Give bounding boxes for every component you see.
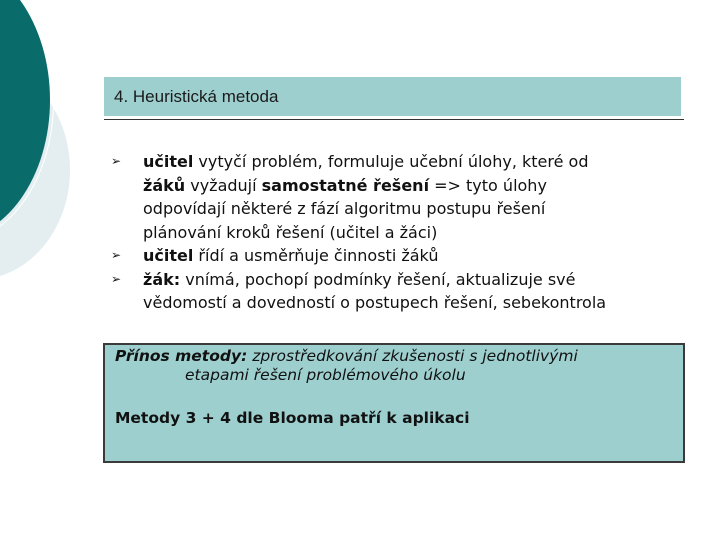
- slide-title-bar: [104, 77, 681, 116]
- bullet-text: vytyčí problém, formuluje učební úlohy, které od: [193, 152, 589, 171]
- bullet-text: plánování kroků řešení (učitel a žáci): [143, 222, 438, 242]
- benefit-line-continued: [115, 366, 673, 385]
- benefit-label: Přínos metody:: [115, 347, 248, 365]
- bullet-text: vědomostí a dovedností o postupech řešení, sebekontrola: [143, 293, 607, 312]
- benefit-text: zprostředkování zkušenosti s jednotlivými: [247, 347, 578, 365]
- summary-box: [103, 343, 685, 463]
- slide-title: 4. Heuristická metoda: [114, 86, 279, 106]
- bullet-text: => tyto úlohy: [429, 175, 547, 195]
- bullet-item-teacher-guides: [108, 244, 678, 268]
- role-label: učitel: [143, 152, 194, 171]
- bullet-item-teacher-problem: [108, 150, 678, 244]
- bullet-text: vyžadují: [185, 175, 262, 195]
- bullet-item-student: [108, 268, 678, 315]
- benefit-text: etapami řešení problémového úkolu: [185, 366, 466, 384]
- emphasis-text: žáků: [143, 175, 186, 195]
- bullet-text: vnímá, pochopí podmínky řešení, aktualizuje své: [180, 269, 576, 289]
- bullet-text: odpovídají některé z fází algoritmu postupu řešení: [143, 199, 546, 218]
- bullet-text: řídí a usměrňuje činnosti žáků: [193, 246, 439, 265]
- emphasis-text: samostatné řešení: [261, 175, 430, 195]
- benefit-line: [115, 347, 673, 366]
- arrow-bullet-icon: ➢: [111, 154, 122, 168]
- title-underline: [104, 119, 684, 120]
- arrow-bullet-icon: ➢: [111, 248, 122, 262]
- bloom-note: Metody 3 + 4 dle Blooma patří k aplikaci: [115, 409, 470, 427]
- role-label: učitel: [143, 246, 194, 265]
- bullet-list: [108, 150, 678, 315]
- role-label: žák:: [143, 269, 181, 289]
- arrow-bullet-icon: ➢: [111, 271, 122, 286]
